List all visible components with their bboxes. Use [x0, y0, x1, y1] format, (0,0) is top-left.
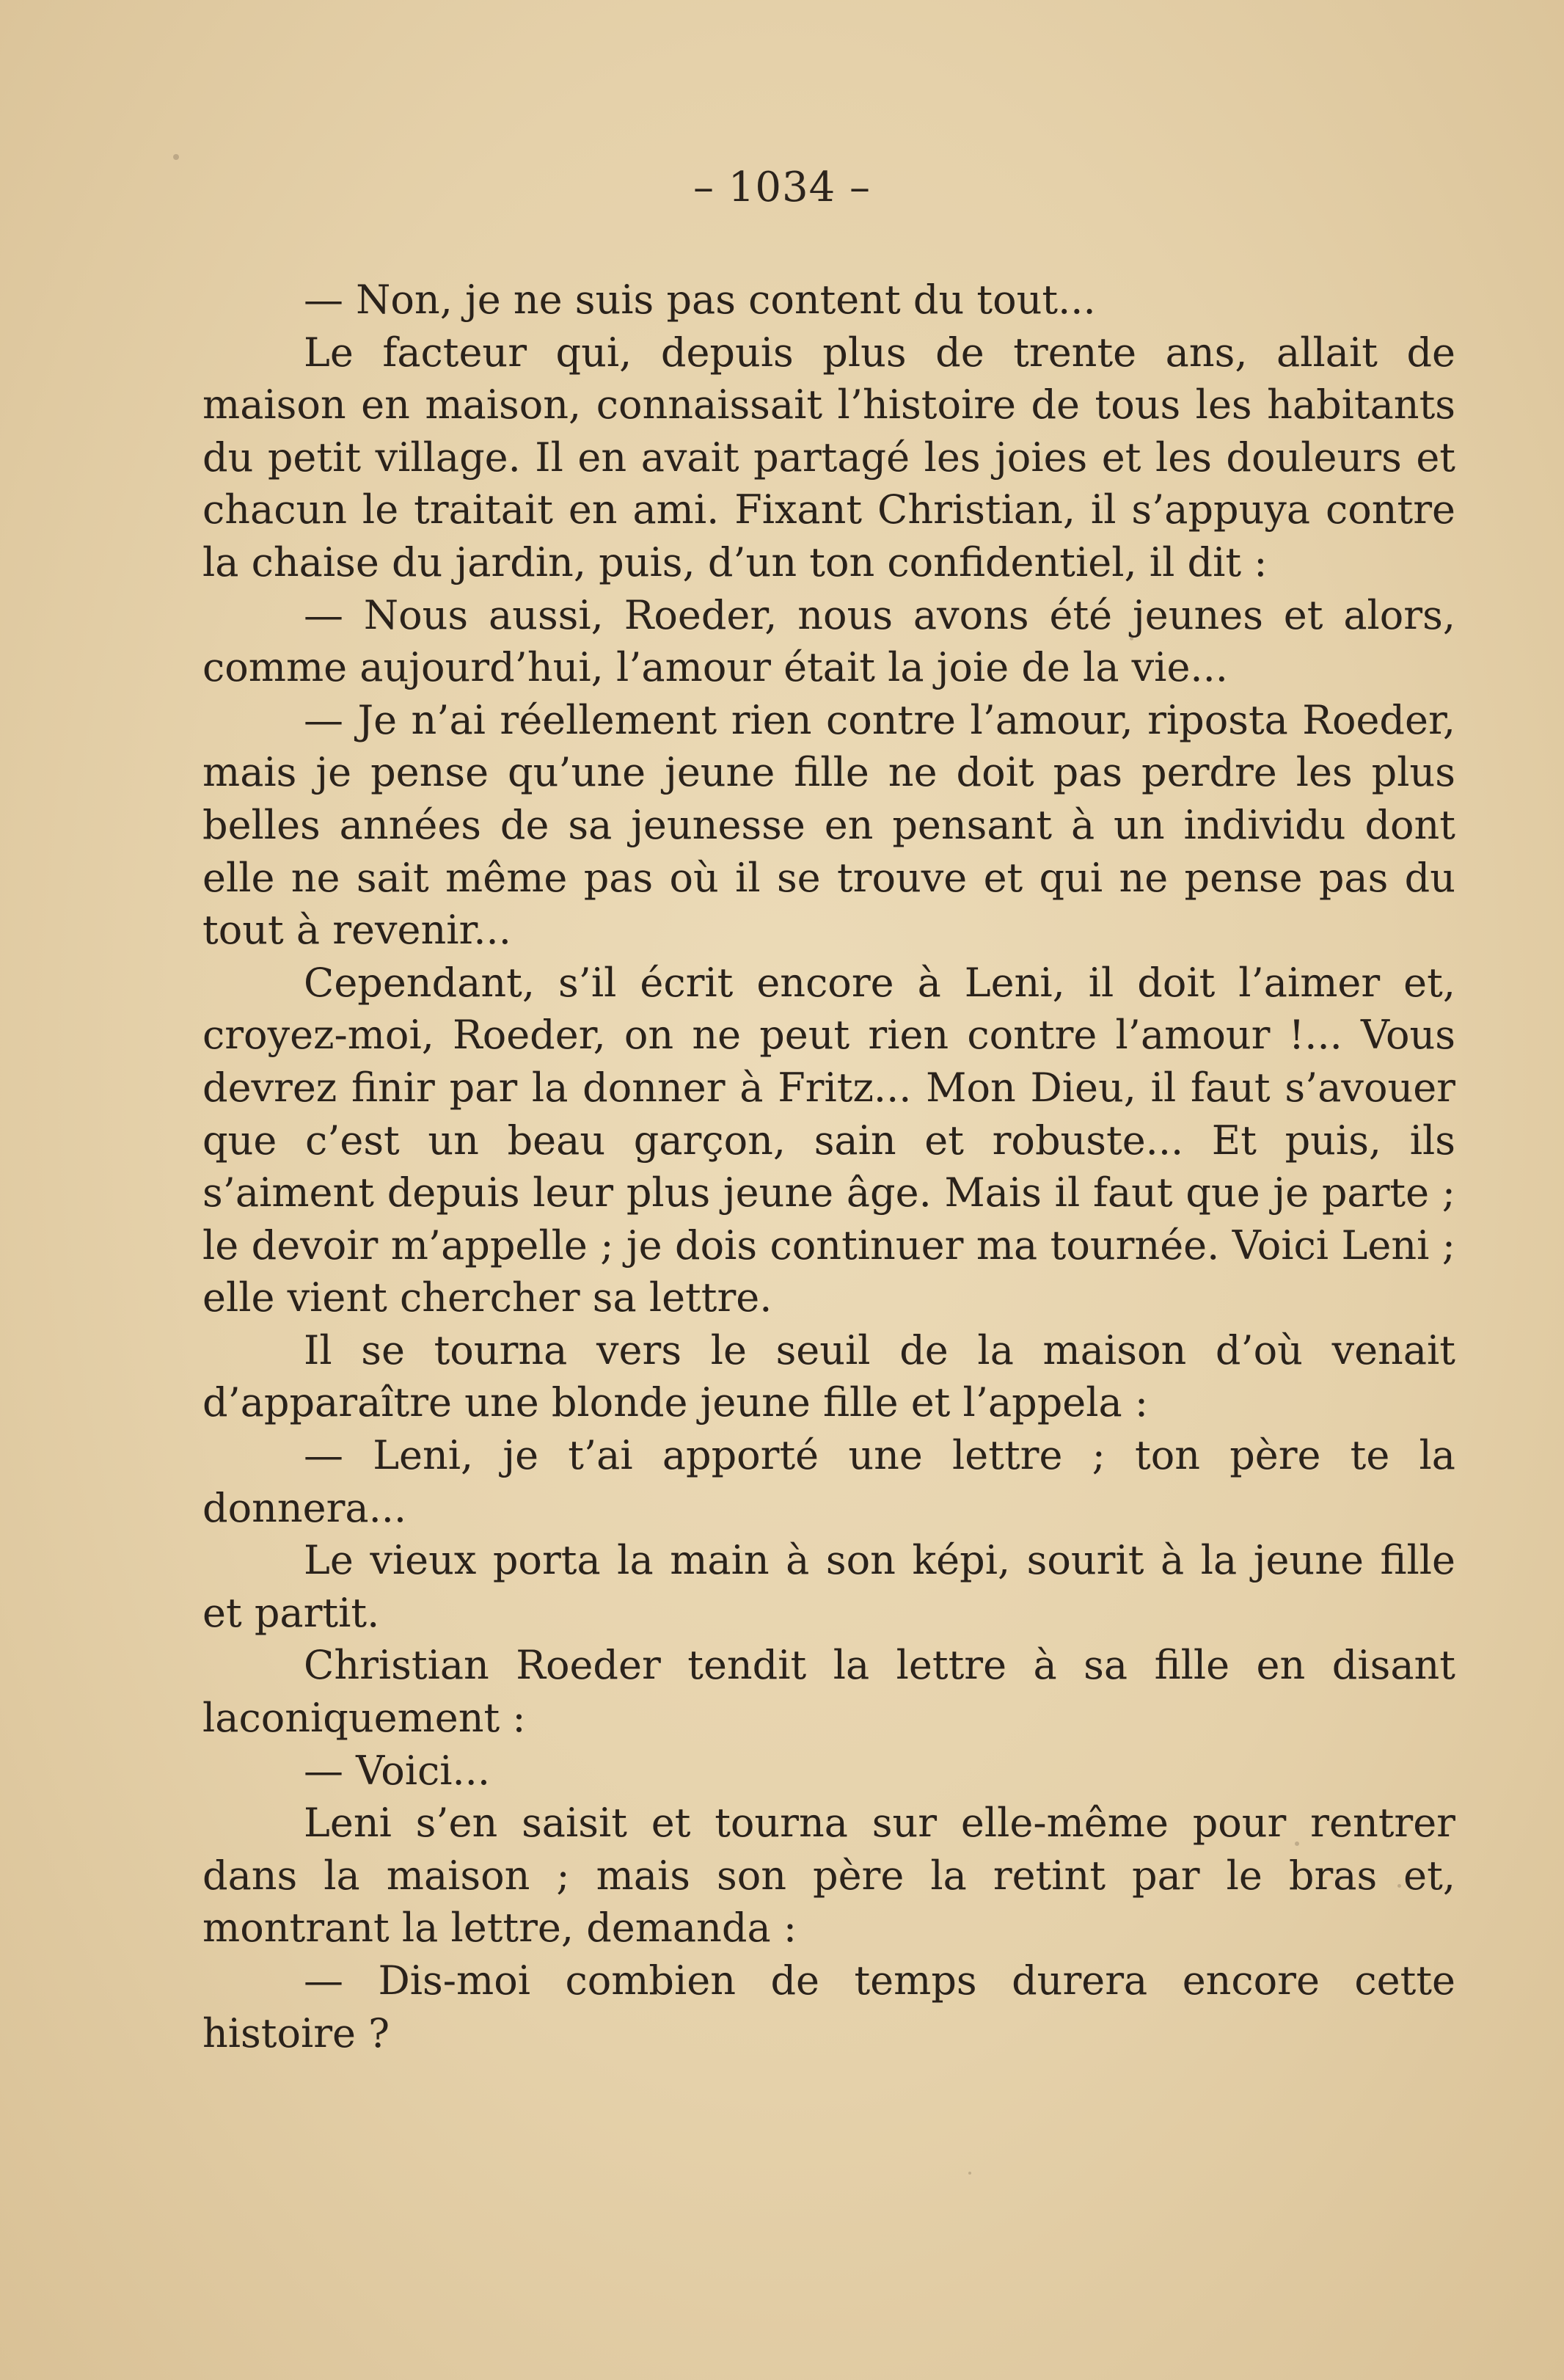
paragraph: Le facteur qui, depuis plus de trente ans, allait de maison en maison, connaissait l’histoire de tous les habitants du petit village. Il en avait partagé les joies et les douleurs et chacun le traitait en ami. Fixant Christian, il s’appuya contre la chaise du jardin, puis, d’un ton confidentiel, il dit :: [202, 329, 1455, 585]
paper-speck: [1130, 637, 1133, 640]
paragraph: — Non, je ne suis pas content du tout...: [304, 277, 1096, 323]
paragraph: — Je n’ai réellement rien contre l’amour, riposta Roeder, mais je pense qu’une jeune fille ne doit pas perdre les plus belles années de sa jeunesse en pensant à un individu dont elle ne sait même pas où il se trouve et qui ne pense pas du tout à revenir...: [202, 696, 1455, 954]
paper-speck: [968, 2172, 971, 2175]
paper-speck: [173, 154, 179, 160]
paper-speck: [1295, 1841, 1299, 1846]
paragraph: Le vieux porta la main à son képi, sourit à la jeune fille et partit.: [202, 1537, 1455, 1636]
paragraph: — Voici...: [304, 1747, 490, 1794]
paragraph: Christian Roeder tendit la lettre à sa fille en disant laconiquement :: [202, 1642, 1455, 1742]
paper-speck: [1397, 1884, 1401, 1888]
paragraph: Il se tourna vers le seuil de la maison d’où venait d’apparaître une blonde jeune fille et l’appela :: [202, 1326, 1455, 1426]
page-number: – 1034 –: [693, 164, 871, 211]
paragraph: — Nous aussi, Roeder, nous avons été jeunes et alors, comme aujourd’hui, l’amour était la joie de la vie...: [202, 591, 1455, 691]
paragraph: — Dis-moi combien de temps durera encore cette histoire ?: [202, 1957, 1455, 2056]
paragraph: Leni s’en saisit et tourna sur elle-même pour rentrer dans la maison ; mais son père la retint par le bras et, montrant la lettre, demanda :: [202, 1800, 1455, 1952]
body-text: [202, 274, 1455, 2059]
paragraph: — Leni, je t’ai apporté une lettre ; ton père te la donnera...: [202, 1432, 1455, 1531]
paragraph: Cependant, s’il écrit encore à Leni, il doit l’aimer et, croyez-moi, Roeder, on ne peut rien contre l’amour !... Vous devrez finir par la donner à Fritz... Mon Dieu, il faut s’avouer que c’est un beau garçon, sain et robuste... Et puis, ils s’aiment depuis leur plus jeune âge. Mais il faut que je parte ; le devoir m’appelle ; je dois continuer ma tournée. Voici Leni ; elle vient chercher sa lettre.: [202, 959, 1455, 1321]
